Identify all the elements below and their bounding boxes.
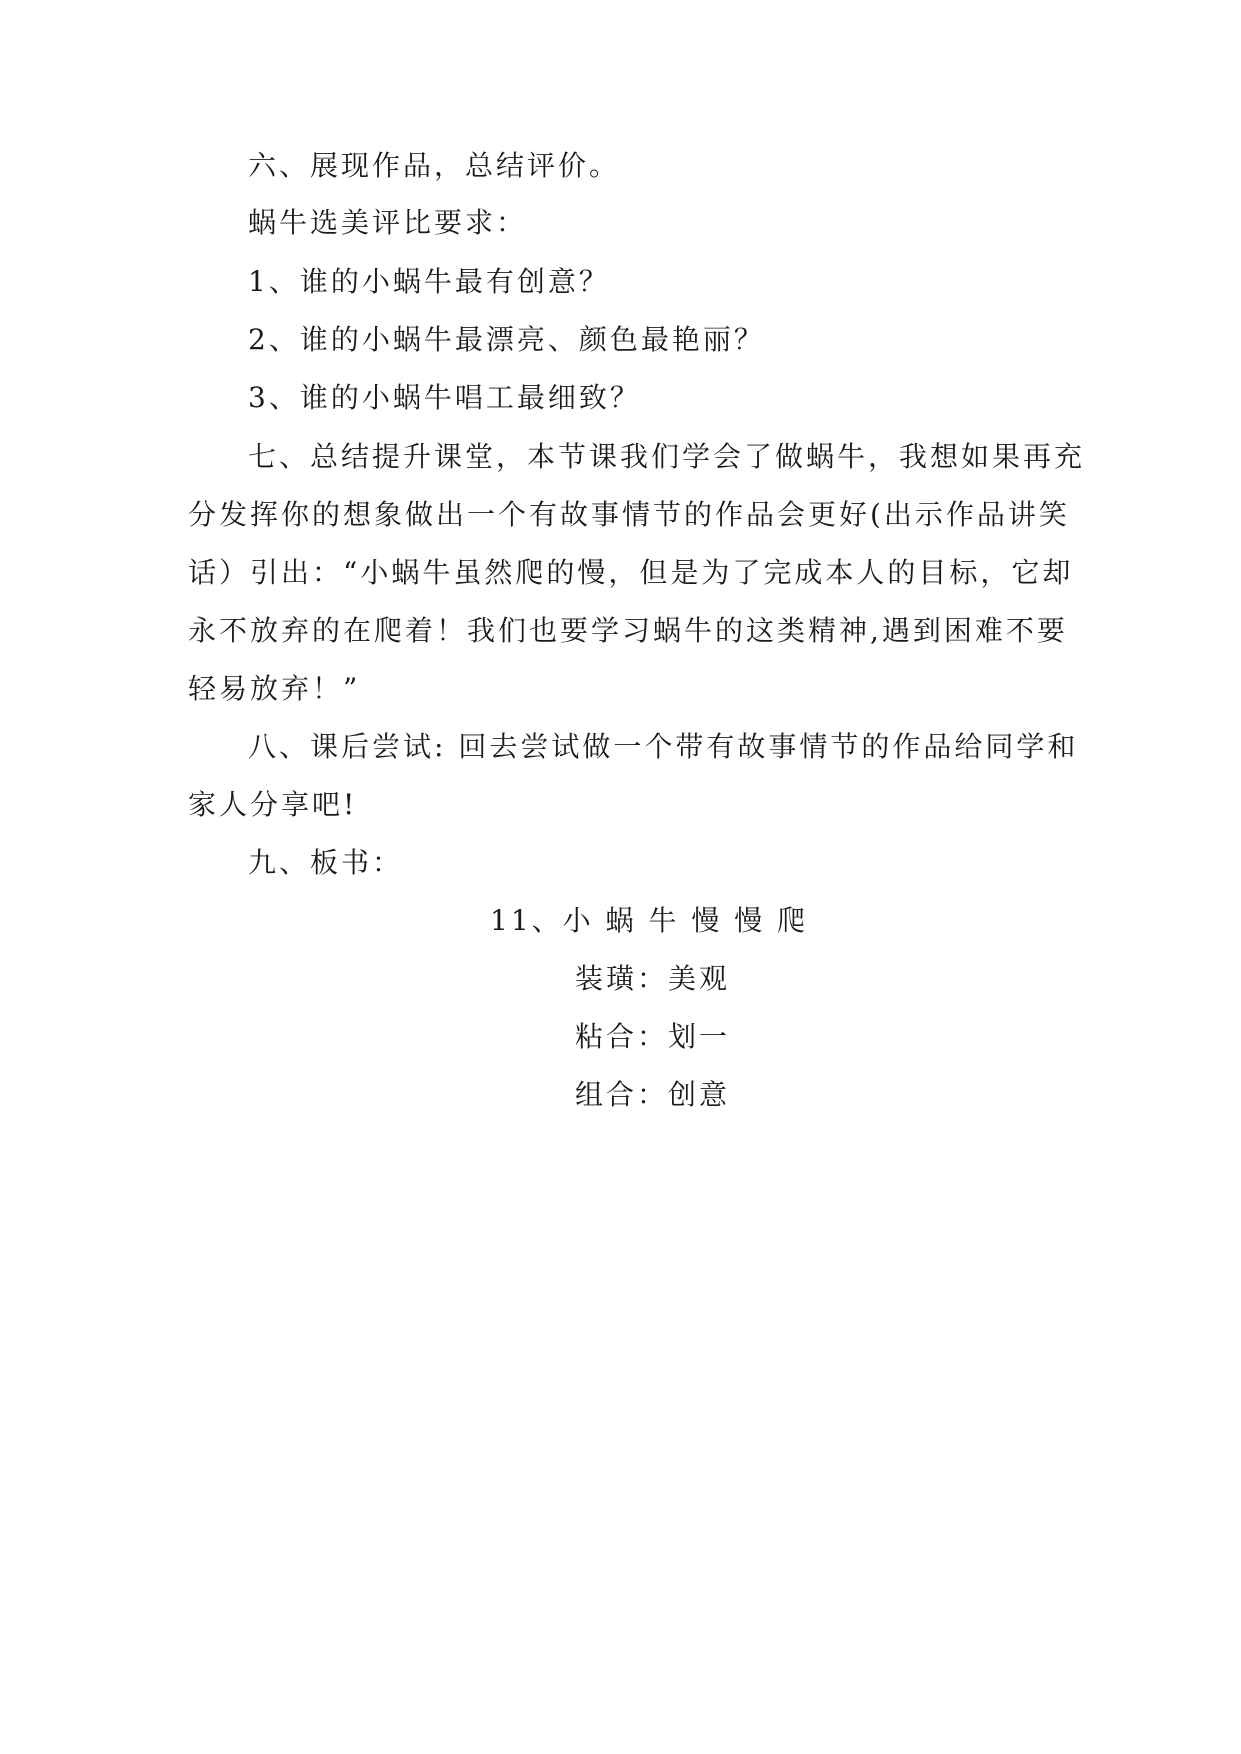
section-9-heading: 九、板书： (248, 846, 404, 879)
board-item-decoration: 装璜：美观 (575, 962, 731, 995)
criterion-3: 3、谁的小蜗牛唱工最细致？ (248, 381, 641, 414)
section-8-line-2: 家人分享吧! (188, 788, 358, 821)
section-8-line-1: 八、课后尝试: 回去尝试做一个带有故事情节的作品给同学和 (248, 730, 1079, 763)
criterion-1: 1、谁的小蜗牛最有创意？ (248, 265, 610, 298)
criteria-intro: 蜗牛选美评比要求： (248, 206, 528, 239)
board-item-combination: 组合：创意 (575, 1078, 731, 1111)
section-7-line-3: 话）引出：“小蜗牛虽然爬的慢，但是为了完成本人的目标，它却 (188, 556, 1074, 589)
criterion-2: 2、谁的小蜗牛最漂亮、颜色最艳丽？ (248, 323, 765, 356)
section-7-line-2: 分发挥你的想象做出一个有故事情节的作品会更好(出示作品讲笑 (188, 498, 1070, 531)
section-6-heading: 六、展现作品，总结评价。 (248, 149, 621, 182)
board-title: 11、小 蜗 牛 慢 慢 爬 (490, 904, 809, 937)
section-7-line-1: 七、总结提升课堂，本节课我们学会了做蜗牛，我想如果再充 (248, 440, 1086, 473)
section-7-line-5: 轻易放弃！” (188, 672, 361, 705)
board-item-gluing: 粘合：划一 (575, 1020, 731, 1053)
section-7-line-4: 永不放弃的在爬着！我们也要学习蜗牛的这类精神,遇到困难不要 (188, 614, 1068, 647)
